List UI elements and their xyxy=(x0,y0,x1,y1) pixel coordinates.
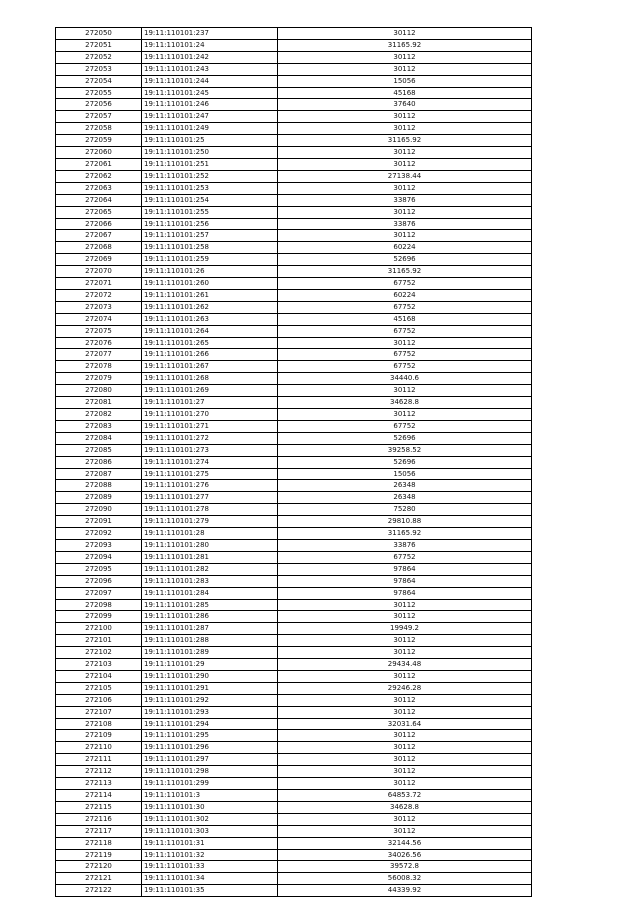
table-row xyxy=(56,266,532,278)
cadastral-code-cell: 19:11:110101:262 xyxy=(142,301,278,313)
table-row xyxy=(56,254,532,266)
row-id-cell: 272051 xyxy=(56,39,142,51)
amount-cell: 39572.8 xyxy=(278,861,532,873)
amount-cell: 15056 xyxy=(278,468,532,480)
amount-cell: 97864 xyxy=(278,575,532,587)
cadastral-code-cell: 19:11:110101:289 xyxy=(142,647,278,659)
table-row xyxy=(56,718,532,730)
cadastral-code-cell: 19:11:110101:280 xyxy=(142,539,278,551)
amount-cell: 31165.92 xyxy=(278,528,532,540)
cadastral-code-cell: 19:11:110101:3 xyxy=(142,790,278,802)
amount-cell: 30112 xyxy=(278,754,532,766)
row-id-cell: 272085 xyxy=(56,444,142,456)
amount-cell: 32144.56 xyxy=(278,837,532,849)
table-row xyxy=(56,206,532,218)
amount-cell: 31165.92 xyxy=(278,39,532,51)
amount-cell: 56008.32 xyxy=(278,873,532,885)
amount-cell: 30112 xyxy=(278,599,532,611)
cadastral-code-cell: 19:11:110101:295 xyxy=(142,730,278,742)
cadastral-code-cell: 19:11:110101:260 xyxy=(142,278,278,290)
amount-cell: 33876 xyxy=(278,194,532,206)
amount-cell: 31165.92 xyxy=(278,135,532,147)
cadastral-code-cell: 19:11:110101:242 xyxy=(142,51,278,63)
row-id-cell: 272056 xyxy=(56,99,142,111)
table-row xyxy=(56,647,532,659)
table-row xyxy=(56,456,532,468)
row-id-cell: 272055 xyxy=(56,87,142,99)
row-id-cell: 272062 xyxy=(56,170,142,182)
row-id-cell: 272058 xyxy=(56,123,142,135)
cadastral-code-cell: 19:11:110101:299 xyxy=(142,778,278,790)
cadastral-code-cell: 19:11:110101:253 xyxy=(142,182,278,194)
table-row xyxy=(56,313,532,325)
cadastral-code-cell: 19:11:110101:283 xyxy=(142,575,278,587)
table-row xyxy=(56,63,532,75)
amount-cell: 30112 xyxy=(278,63,532,75)
table-row xyxy=(56,361,532,373)
table-row xyxy=(56,730,532,742)
table-row xyxy=(56,349,532,361)
cadastral-code-cell: 19:11:110101:251 xyxy=(142,158,278,170)
cadastral-code-cell: 19:11:110101:256 xyxy=(142,218,278,230)
cadastral-code-cell: 19:11:110101:265 xyxy=(142,337,278,349)
row-id-cell: 272053 xyxy=(56,63,142,75)
row-id-cell: 272105 xyxy=(56,682,142,694)
cadastral-code-cell: 19:11:110101:272 xyxy=(142,432,278,444)
table-row xyxy=(56,218,532,230)
amount-cell: 30112 xyxy=(278,147,532,159)
table-row xyxy=(56,182,532,194)
row-id-cell: 272068 xyxy=(56,242,142,254)
row-id-cell: 272110 xyxy=(56,742,142,754)
amount-cell: 29810.88 xyxy=(278,516,532,528)
amount-cell: 97864 xyxy=(278,587,532,599)
cadastral-code-cell: 19:11:110101:250 xyxy=(142,147,278,159)
cadastral-code-cell: 19:11:110101:297 xyxy=(142,754,278,766)
cadastral-code-cell: 19:11:110101:270 xyxy=(142,409,278,421)
cadastral-code-cell: 19:11:110101:278 xyxy=(142,504,278,516)
table-row xyxy=(56,861,532,873)
table-row xyxy=(56,28,532,40)
amount-cell: 30112 xyxy=(278,206,532,218)
cadastral-code-cell: 19:11:110101:31 xyxy=(142,837,278,849)
table-row xyxy=(56,39,532,51)
row-id-cell: 272076 xyxy=(56,337,142,349)
row-id-cell: 272057 xyxy=(56,111,142,123)
row-id-cell: 272082 xyxy=(56,409,142,421)
row-id-cell: 272083 xyxy=(56,420,142,432)
table-row xyxy=(56,837,532,849)
row-id-cell: 272119 xyxy=(56,849,142,861)
data-table xyxy=(55,27,532,897)
cadastral-code-cell: 19:11:110101:282 xyxy=(142,563,278,575)
amount-cell: 67752 xyxy=(278,301,532,313)
row-id-cell: 272088 xyxy=(56,480,142,492)
row-id-cell: 272080 xyxy=(56,385,142,397)
row-id-cell: 272103 xyxy=(56,659,142,671)
table-row xyxy=(56,242,532,254)
table-row xyxy=(56,635,532,647)
amount-cell: 27138.44 xyxy=(278,170,532,182)
cadastral-code-cell: 19:11:110101:258 xyxy=(142,242,278,254)
table-body xyxy=(56,28,532,897)
row-id-cell: 272117 xyxy=(56,825,142,837)
amount-cell: 30112 xyxy=(278,28,532,40)
amount-cell: 30112 xyxy=(278,158,532,170)
row-id-cell: 272090 xyxy=(56,504,142,516)
amount-cell: 30112 xyxy=(278,730,532,742)
cadastral-code-cell: 19:11:110101:285 xyxy=(142,599,278,611)
row-id-cell: 272050 xyxy=(56,28,142,40)
row-id-cell: 272066 xyxy=(56,218,142,230)
table-row xyxy=(56,778,532,790)
amount-cell: 30112 xyxy=(278,766,532,778)
cadastral-code-cell: 19:11:110101:276 xyxy=(142,480,278,492)
amount-cell: 33876 xyxy=(278,218,532,230)
row-id-cell: 272069 xyxy=(56,254,142,266)
cadastral-code-cell: 19:11:110101:244 xyxy=(142,75,278,87)
row-id-cell: 272086 xyxy=(56,456,142,468)
table-row xyxy=(56,51,532,63)
row-id-cell: 272122 xyxy=(56,885,142,897)
amount-cell: 33876 xyxy=(278,539,532,551)
table-row xyxy=(56,766,532,778)
cadastral-code-cell: 19:11:110101:249 xyxy=(142,123,278,135)
row-id-cell: 272094 xyxy=(56,551,142,563)
cadastral-code-cell: 19:11:110101:268 xyxy=(142,373,278,385)
amount-cell: 52696 xyxy=(278,254,532,266)
table-row xyxy=(56,468,532,480)
amount-cell: 75280 xyxy=(278,504,532,516)
table-row xyxy=(56,492,532,504)
table-row xyxy=(56,373,532,385)
amount-cell: 29246.28 xyxy=(278,682,532,694)
amount-cell: 52696 xyxy=(278,456,532,468)
amount-cell: 30112 xyxy=(278,694,532,706)
amount-cell: 44339.92 xyxy=(278,885,532,897)
cadastral-code-cell: 19:11:110101:288 xyxy=(142,635,278,647)
table-row xyxy=(56,325,532,337)
row-id-cell: 272071 xyxy=(56,278,142,290)
cadastral-code-cell: 19:11:110101:35 xyxy=(142,885,278,897)
table-row xyxy=(56,623,532,635)
row-id-cell: 272061 xyxy=(56,158,142,170)
amount-cell: 30112 xyxy=(278,123,532,135)
cadastral-code-cell: 19:11:110101:259 xyxy=(142,254,278,266)
amount-cell: 30112 xyxy=(278,742,532,754)
row-id-cell: 272072 xyxy=(56,289,142,301)
row-id-cell: 272079 xyxy=(56,373,142,385)
table-row xyxy=(56,75,532,87)
cadastral-code-cell: 19:11:110101:294 xyxy=(142,718,278,730)
table-row xyxy=(56,444,532,456)
amount-cell: 15056 xyxy=(278,75,532,87)
row-id-cell: 272095 xyxy=(56,563,142,575)
cadastral-code-cell: 19:11:110101:296 xyxy=(142,742,278,754)
table-row xyxy=(56,230,532,242)
amount-cell: 67752 xyxy=(278,278,532,290)
amount-cell: 30112 xyxy=(278,385,532,397)
cadastral-code-cell: 19:11:110101:287 xyxy=(142,623,278,635)
table-row xyxy=(56,170,532,182)
row-id-cell: 272109 xyxy=(56,730,142,742)
row-id-cell: 272074 xyxy=(56,313,142,325)
table-row xyxy=(56,480,532,492)
row-id-cell: 272104 xyxy=(56,670,142,682)
row-id-cell: 272067 xyxy=(56,230,142,242)
table-row xyxy=(56,706,532,718)
row-id-cell: 272063 xyxy=(56,182,142,194)
cadastral-code-cell: 19:11:110101:26 xyxy=(142,266,278,278)
amount-cell: 32031.64 xyxy=(278,718,532,730)
amount-cell: 30112 xyxy=(278,778,532,790)
cadastral-code-cell: 19:11:110101:247 xyxy=(142,111,278,123)
cadastral-code-cell: 19:11:110101:269 xyxy=(142,385,278,397)
table-row xyxy=(56,158,532,170)
amount-cell: 30112 xyxy=(278,706,532,718)
row-id-cell: 272075 xyxy=(56,325,142,337)
row-id-cell: 272107 xyxy=(56,706,142,718)
table-row xyxy=(56,670,532,682)
amount-cell: 30112 xyxy=(278,111,532,123)
row-id-cell: 272077 xyxy=(56,349,142,361)
amount-cell: 30112 xyxy=(278,670,532,682)
table-row xyxy=(56,99,532,111)
table-row xyxy=(56,801,532,813)
amount-cell: 30112 xyxy=(278,230,532,242)
cadastral-code-cell: 19:11:110101:28 xyxy=(142,528,278,540)
amount-cell: 29434.48 xyxy=(278,659,532,671)
row-id-cell: 272120 xyxy=(56,861,142,873)
amount-cell: 34026.56 xyxy=(278,849,532,861)
row-id-cell: 272101 xyxy=(56,635,142,647)
cadastral-code-cell: 19:11:110101:25 xyxy=(142,135,278,147)
cadastral-code-cell: 19:11:110101:30 xyxy=(142,801,278,813)
table-row xyxy=(56,409,532,421)
amount-cell: 30112 xyxy=(278,409,532,421)
amount-cell: 67752 xyxy=(278,325,532,337)
row-id-cell: 272108 xyxy=(56,718,142,730)
amount-cell: 67752 xyxy=(278,361,532,373)
row-id-cell: 272118 xyxy=(56,837,142,849)
amount-cell: 45168 xyxy=(278,313,532,325)
cadastral-code-cell: 19:11:110101:275 xyxy=(142,468,278,480)
cadastral-code-cell: 19:11:110101:243 xyxy=(142,63,278,75)
table-row xyxy=(56,420,532,432)
row-id-cell: 272116 xyxy=(56,813,142,825)
amount-cell: 37640 xyxy=(278,99,532,111)
amount-cell: 39258.52 xyxy=(278,444,532,456)
amount-cell: 34628.8 xyxy=(278,801,532,813)
cadastral-code-cell: 19:11:110101:32 xyxy=(142,849,278,861)
cadastral-code-cell: 19:11:110101:254 xyxy=(142,194,278,206)
table-row xyxy=(56,551,532,563)
cadastral-code-cell: 19:11:110101:277 xyxy=(142,492,278,504)
table-row xyxy=(56,504,532,516)
table-row xyxy=(56,147,532,159)
cadastral-code-cell: 19:11:110101:284 xyxy=(142,587,278,599)
amount-cell: 19949.2 xyxy=(278,623,532,635)
cadastral-code-cell: 19:11:110101:245 xyxy=(142,87,278,99)
cadastral-code-cell: 19:11:110101:246 xyxy=(142,99,278,111)
cadastral-code-cell: 19:11:110101:279 xyxy=(142,516,278,528)
amount-cell: 30112 xyxy=(278,647,532,659)
table-row xyxy=(56,742,532,754)
row-id-cell: 272093 xyxy=(56,539,142,551)
row-id-cell: 272065 xyxy=(56,206,142,218)
table-row xyxy=(56,563,532,575)
row-id-cell: 272098 xyxy=(56,599,142,611)
cadastral-code-cell: 19:11:110101:252 xyxy=(142,170,278,182)
row-id-cell: 272078 xyxy=(56,361,142,373)
row-id-cell: 272089 xyxy=(56,492,142,504)
cadastral-code-cell: 19:11:110101:302 xyxy=(142,813,278,825)
cadastral-code-cell: 19:11:110101:24 xyxy=(142,39,278,51)
amount-cell: 30112 xyxy=(278,813,532,825)
row-id-cell: 272099 xyxy=(56,611,142,623)
table-row xyxy=(56,694,532,706)
row-id-cell: 272092 xyxy=(56,528,142,540)
cadastral-code-cell: 19:11:110101:274 xyxy=(142,456,278,468)
table-row xyxy=(56,528,532,540)
amount-cell: 26348 xyxy=(278,480,532,492)
row-id-cell: 272121 xyxy=(56,873,142,885)
cadastral-code-cell: 19:11:110101:29 xyxy=(142,659,278,671)
cadastral-code-cell: 19:11:110101:237 xyxy=(142,28,278,40)
amount-cell: 60224 xyxy=(278,289,532,301)
row-id-cell: 272084 xyxy=(56,432,142,444)
cadastral-code-cell: 19:11:110101:34 xyxy=(142,873,278,885)
table-row xyxy=(56,87,532,99)
table-row xyxy=(56,337,532,349)
amount-cell: 52696 xyxy=(278,432,532,444)
cadastral-code-cell: 19:11:110101:255 xyxy=(142,206,278,218)
row-id-cell: 272052 xyxy=(56,51,142,63)
amount-cell: 30112 xyxy=(278,337,532,349)
table-row xyxy=(56,599,532,611)
row-id-cell: 272112 xyxy=(56,766,142,778)
amount-cell: 60224 xyxy=(278,242,532,254)
amount-cell: 34440.6 xyxy=(278,373,532,385)
table-row xyxy=(56,385,532,397)
row-id-cell: 272060 xyxy=(56,147,142,159)
row-id-cell: 272111 xyxy=(56,754,142,766)
table-row xyxy=(56,813,532,825)
cadastral-code-cell: 19:11:110101:298 xyxy=(142,766,278,778)
table-row xyxy=(56,682,532,694)
amount-cell: 30112 xyxy=(278,825,532,837)
row-id-cell: 272054 xyxy=(56,75,142,87)
cadastral-code-cell: 19:11:110101:286 xyxy=(142,611,278,623)
table-row xyxy=(56,873,532,885)
amount-cell: 64853.72 xyxy=(278,790,532,802)
table-row xyxy=(56,516,532,528)
amount-cell: 97864 xyxy=(278,563,532,575)
table-row xyxy=(56,194,532,206)
amount-cell: 30112 xyxy=(278,611,532,623)
table-row xyxy=(56,659,532,671)
cadastral-code-cell: 19:11:110101:267 xyxy=(142,361,278,373)
cadastral-code-cell: 19:11:110101:281 xyxy=(142,551,278,563)
amount-cell: 26348 xyxy=(278,492,532,504)
table-row xyxy=(56,587,532,599)
amount-cell: 30112 xyxy=(278,51,532,63)
cadastral-code-cell: 19:11:110101:264 xyxy=(142,325,278,337)
amount-cell: 34628.8 xyxy=(278,397,532,409)
amount-cell: 31165.92 xyxy=(278,266,532,278)
row-id-cell: 272096 xyxy=(56,575,142,587)
table-row xyxy=(56,301,532,313)
table-row xyxy=(56,111,532,123)
row-id-cell: 272070 xyxy=(56,266,142,278)
table-row xyxy=(56,885,532,897)
table-row xyxy=(56,432,532,444)
table-row xyxy=(56,825,532,837)
table-row xyxy=(56,575,532,587)
cadastral-code-cell: 19:11:110101:271 xyxy=(142,420,278,432)
row-id-cell: 272073 xyxy=(56,301,142,313)
cadastral-code-cell: 19:11:110101:273 xyxy=(142,444,278,456)
amount-cell: 30112 xyxy=(278,182,532,194)
row-id-cell: 272081 xyxy=(56,397,142,409)
row-id-cell: 272113 xyxy=(56,778,142,790)
table-row xyxy=(56,278,532,290)
cadastral-code-cell: 19:11:110101:291 xyxy=(142,682,278,694)
table-row xyxy=(56,790,532,802)
row-id-cell: 272087 xyxy=(56,468,142,480)
table-row xyxy=(56,611,532,623)
amount-cell: 67752 xyxy=(278,349,532,361)
row-id-cell: 272100 xyxy=(56,623,142,635)
table-row xyxy=(56,289,532,301)
table-row xyxy=(56,123,532,135)
row-id-cell: 272106 xyxy=(56,694,142,706)
table-row xyxy=(56,539,532,551)
table-row xyxy=(56,754,532,766)
table-row xyxy=(56,397,532,409)
row-id-cell: 272091 xyxy=(56,516,142,528)
row-id-cell: 272059 xyxy=(56,135,142,147)
cadastral-code-cell: 19:11:110101:33 xyxy=(142,861,278,873)
cadastral-code-cell: 19:11:110101:257 xyxy=(142,230,278,242)
cadastral-code-cell: 19:11:110101:27 xyxy=(142,397,278,409)
cadastral-code-cell: 19:11:110101:266 xyxy=(142,349,278,361)
cadastral-code-cell: 19:11:110101:303 xyxy=(142,825,278,837)
cadastral-code-cell: 19:11:110101:290 xyxy=(142,670,278,682)
amount-cell: 45168 xyxy=(278,87,532,99)
amount-cell: 30112 xyxy=(278,635,532,647)
amount-cell: 67752 xyxy=(278,551,532,563)
cadastral-code-cell: 19:11:110101:261 xyxy=(142,289,278,301)
row-id-cell: 272114 xyxy=(56,790,142,802)
cadastral-code-cell: 19:11:110101:292 xyxy=(142,694,278,706)
table-row xyxy=(56,135,532,147)
table-row xyxy=(56,849,532,861)
cadastral-code-cell: 19:11:110101:293 xyxy=(142,706,278,718)
row-id-cell: 272064 xyxy=(56,194,142,206)
row-id-cell: 272115 xyxy=(56,801,142,813)
amount-cell: 67752 xyxy=(278,420,532,432)
row-id-cell: 272102 xyxy=(56,647,142,659)
cadastral-code-cell: 19:11:110101:263 xyxy=(142,313,278,325)
row-id-cell: 272097 xyxy=(56,587,142,599)
